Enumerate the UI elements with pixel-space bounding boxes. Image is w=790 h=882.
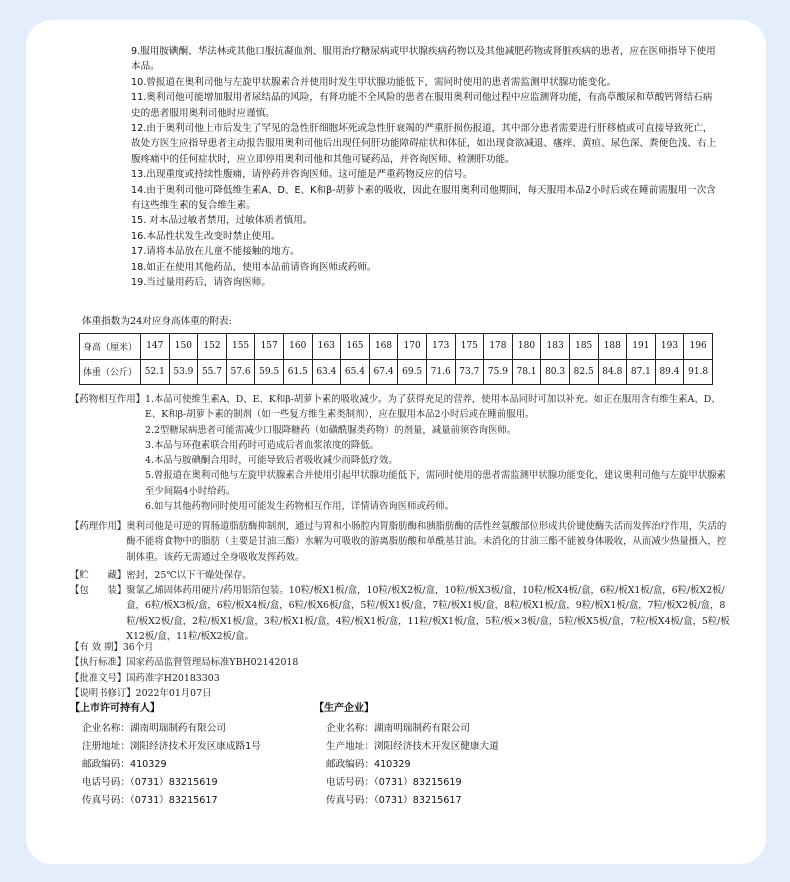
holder-line: 企业名称：湖南明瑞制药有限公司 — [82, 723, 226, 734]
height-cell: 163 — [312, 334, 341, 360]
interaction-item: 5.曾报道在奥利司他与左旋甲状腺素合并使用引起甲状腺功能低下，需同时使用的患者需监测甲状腺功能变化，建议奥利司他与左旋甲状腺素至少间隔4小时给药。 — [145, 470, 726, 497]
interaction-item: 6.如与其他药物同时使用可能发生药物相互作用，详情请咨询医师或药师。 — [145, 501, 454, 513]
weight-cell: 59.5 — [255, 359, 284, 385]
precaution-item: 13.出现重度或持续性腹痛，请停药并咨询医师。这可能是严重药物反应的信号。 — [131, 169, 473, 181]
weight-cell: 67.4 — [369, 359, 398, 385]
interaction-item: 2.2型糖尿病患者可能需减少口服降糖药（如磺酰脲类药物）的剂量，减量前须咨询医师。 — [145, 424, 517, 436]
weight-header: 体重（公斤） — [80, 359, 141, 385]
weight-cell: 82.5 — [569, 359, 598, 385]
weight-cell: 75.9 — [484, 359, 513, 385]
height-cell: 183 — [541, 334, 570, 360]
precaution-item: 16.本品性状发生改变时禁止使用。 — [131, 230, 281, 242]
height-cell: 193 — [655, 334, 684, 360]
precaution-item: 11.奥利司他可能增加服用者尿结晶的风险，有肾功能不全风险的患者在服用奥利司他过程中应监测肾功能，有高草酸尿和草酸钙肾结石病史的患者服用奥利司他时应谨慎。 — [131, 92, 713, 119]
weight-cell: 61.5 — [283, 359, 312, 385]
height-cell: 185 — [569, 334, 598, 360]
height-row — [80, 334, 713, 360]
packaging-text: 聚氯乙烯固体药用硬片/药用铝箔包装。10粒/板X1板/盒，10粒/板X2板/盒，10粒/板X3板/盒，10粒/板X4板/盒，6粒/板X1板/盒，6粒/板X2板/盒，6粒/板X3板/盒，6粒/板X4板/盒，6粒/板X6板/盒，5粒/板X1板/盒，7粒/板X1板/盒，8粒/板X1板/盒，9粒/板X1板/盒，7粒/板X2板/盒，8粒/板X2板/盒，2粒/板X1板/盒，3粒/板X1板/盒，4粒/板X1板/盒，11粒/板X1板/盒，5粒/板×3板/盒，5粒/板X5板/盒，7粒/板X4板/盒，5粒/板X12板/盒，11粒/板X2板/盒。 — [126, 585, 730, 642]
holder-line: 注册地址：浏阳经济技术开发区康成路1号 — [82, 741, 261, 752]
height-cell: 178 — [484, 334, 513, 360]
weight-cell: 57.6 — [226, 359, 255, 385]
interaction-item: 4.本品与胺碘酮合用时，可能导致后者吸收减少而降低疗效。 — [145, 455, 398, 467]
pharmacology-section — [70, 519, 730, 565]
weight-cell: 78.1 — [512, 359, 541, 385]
holder-block — [70, 700, 261, 810]
manufacturer-line: 邮政编码：410329 — [326, 759, 411, 770]
weight-cell: 80.3 — [541, 359, 570, 385]
precaution-item: 15. 对本品过敏者禁用，过敏体质者慎用。 — [131, 215, 313, 227]
height-cell: 150 — [169, 334, 198, 360]
height-cell: 175 — [455, 334, 484, 360]
weight-cell: 84.8 — [598, 359, 627, 385]
height-cell: 173 — [426, 334, 455, 360]
validity-section — [70, 640, 730, 701]
holder-heading: 【上市许可持有人】 — [70, 703, 160, 714]
precaution-item: 14.由于奥利司他可降低维生素A、D、E、K和β-胡萝卜素的吸收，因此在服用奥利司他期间，每天服用本品2小时后或在睡前需服用一次含有这些维生素的复合维生素。 — [131, 184, 716, 212]
precautions-list — [131, 44, 719, 291]
holder-line: 邮政编码：410329 — [82, 759, 167, 770]
height-cell: 170 — [398, 334, 427, 360]
precaution-item: 12.由于奥利司他上市后发生了罕见的急性肝细胞坏死或急性肝衰竭的严重肝损伤报道，其中部分患者需要进行肝移植或可直接导致死亡，故处方医生应指导患者主动报告服用奥利司他后出现任何肝功能障碍症状和体征，如出现食欲减退、瘙痒、黄疸、尿色深、粪便色浅、右上腹疼痛中的任何症状时，应立即停用奥利司他和其他可疑药品，并咨询医师、检测肝功能。 — [131, 123, 717, 165]
weight-cell: 89.4 — [655, 359, 684, 385]
weight-cell: 63.4 — [312, 359, 341, 385]
validity-text: 36个月 — [122, 642, 154, 653]
precaution-item: 10.曾报道在奥利司他与左旋甲状腺素合并使用时发生甲状腺功能低下，需同时使用的患者需监测甲状腺功能变化。 — [131, 76, 617, 88]
weight-cell: 69.5 — [398, 359, 427, 385]
storage-text: 密封，25℃以下干燥处保存。 — [126, 570, 252, 581]
revision-text: 2022年01月07日 — [135, 687, 212, 699]
manufacturer-lines — [314, 720, 499, 810]
weight-cell: 53.9 — [169, 359, 198, 385]
weight-cell: 73.7 — [455, 359, 484, 385]
approval-text: 国药准字H20183303 — [126, 672, 220, 684]
manufacturer-heading: 【生产企业】 — [314, 703, 374, 714]
height-cell: 147 — [141, 334, 170, 360]
validity-label: 【有 效 期】 — [70, 642, 123, 653]
standard-label: 【执行标准】 — [70, 657, 127, 669]
weight-cell: 55.7 — [198, 359, 227, 385]
height-cell: 191 — [627, 334, 656, 360]
packaging-label: 【包 装】 — [70, 585, 127, 596]
storage-label: 【贮 藏】 — [70, 570, 127, 581]
weight-cell: 65.4 — [341, 359, 370, 385]
height-cell: 157 — [255, 334, 284, 360]
weight-row — [80, 359, 713, 385]
height-weight-table — [79, 333, 713, 385]
weight-cell: 71.6 — [426, 359, 455, 385]
height-cell: 165 — [341, 334, 370, 360]
weight-cell: 52.1 — [141, 359, 170, 385]
precaution-item: 18.如正在使用其他药品，使用本品前请咨询医师或药师。 — [131, 261, 377, 273]
height-header: 身高（厘米） — [80, 334, 141, 360]
precaution-item: 9.服用胺碘酮、华法林或其他口服抗凝血剂、服用治疗糖尿病或甲状腺疾病药物以及其他减肥药物或肾脏疾病的患者，应在医师指导下使用本品。 — [131, 46, 716, 73]
precaution-item: 17.请将本品放在儿童不能接触的地方。 — [131, 246, 300, 258]
weight-cell: 91.8 — [684, 359, 713, 385]
packaging-section — [70, 583, 730, 644]
height-cell: 155 — [226, 334, 255, 360]
precaution-item: 19.当过量用药后，请咨询医师。 — [131, 277, 271, 289]
manufacturer-line: 企业名称：湖南明瑞制药有限公司 — [326, 723, 470, 734]
standard-text: 国家药品监督管理局标准YBH02142018 — [126, 657, 299, 669]
approval-label: 【批准文号】 — [70, 672, 127, 684]
weight-cell: 87.1 — [627, 359, 656, 385]
interactions-section — [70, 392, 730, 514]
holder-line: 电话号码：（0731）83215619 — [82, 777, 218, 788]
manufacturer-line: 生产地址：浏阳经济技术开发区健康大道 — [326, 741, 499, 752]
holder-line: 传真号码：（0731）83215617 — [82, 795, 218, 806]
interactions-label: 【药物相互作用】 — [70, 394, 146, 405]
height-cell: 188 — [598, 334, 627, 360]
interaction-item: 1.本品可使维生素A、D、E、K和β-胡萝卜素的吸收减少。为了获得充足的营养，使用本品同时可加以补充。如正在服用含有维生素A、D、E、K和β-胡萝卜素的制剂（如一些复方维生素类制剂），应在服用本品2小时后或在睡前服用。 — [145, 394, 721, 421]
manufacturer-line: 传真号码：（0731）83215617 — [326, 795, 462, 806]
manufacturer-block — [314, 700, 499, 810]
pharmacology-label: 【药理作用】 — [70, 521, 127, 532]
height-cell: 160 — [283, 334, 312, 360]
interactions-list — [145, 392, 730, 514]
revision-label: 【说明书修订】 — [70, 687, 136, 699]
storage-section — [70, 568, 730, 583]
holder-lines — [70, 720, 261, 810]
height-cell: 168 — [369, 334, 398, 360]
manufacturer-line: 电话号码：（0731）83215619 — [326, 777, 462, 788]
interaction-item: 3.本品与环孢素联合用药时可造成后者血浆浓度的降低。 — [145, 439, 379, 451]
table-title: 体重指数为24对应身高体重的附表: — [82, 316, 232, 327]
pharmacology-text: 奥利司他是可逆的胃肠道脂肪酶抑制剂，通过与胃和小肠腔内胃脂肪酶和胰脂肪酶的活性丝氨酸部位形成共价键使酶失活而发挥治疗作用，失活的酶不能将食物中的脂肪（主要是甘油三酯）水解为可吸收的游离脂肪酸和单酰基甘油。未消化的甘油三酯不能被身体吸收，从而减少热量摄入，控制体重。该药无需通过全身吸收发挥药效。 — [126, 521, 727, 563]
height-cell: 152 — [198, 334, 227, 360]
height-cell: 196 — [684, 334, 713, 360]
height-cell: 180 — [512, 334, 541, 360]
